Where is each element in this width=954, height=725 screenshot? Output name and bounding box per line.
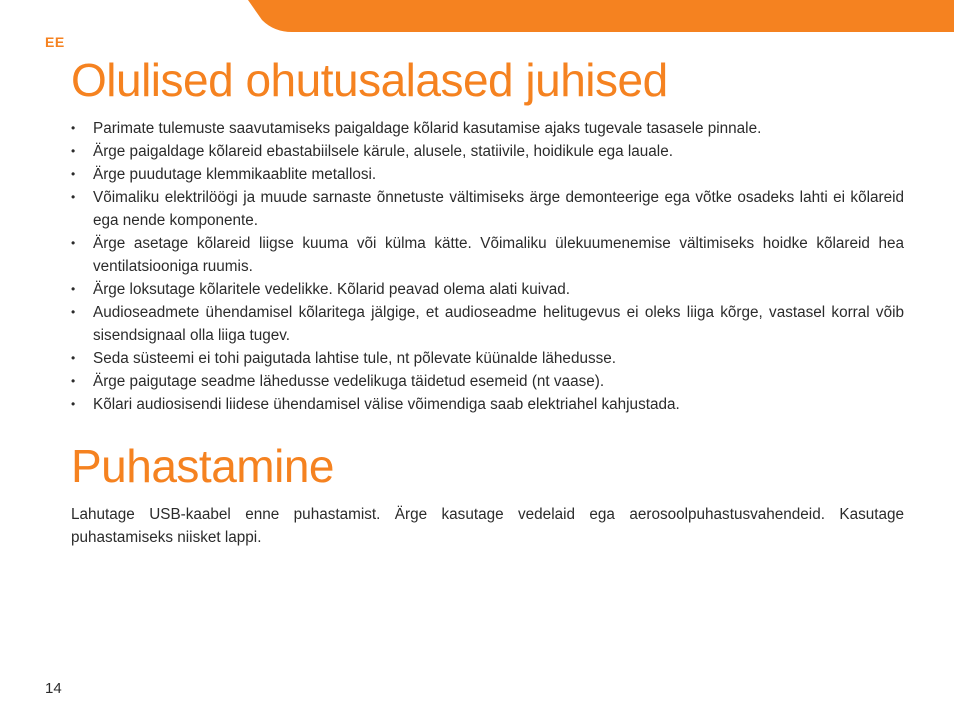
safety-instructions-title: Olulised ohutusalased juhised	[71, 54, 668, 106]
bullet-icon: •	[71, 167, 76, 181]
list-item-text: Audioseadmete ühendamisel kõlaritega jälgige, et audioseadme helitugevus ei oleks liiga kõrge, vastasel korral võib sisendsignaal olla liiga tugev.	[93, 304, 904, 344]
list-item	[71, 186, 904, 232]
list-item	[71, 140, 904, 163]
list-item-text: Ärge paigutage seadme lähedusse vedelikuga täidetud esemeid (nt vaase).	[93, 373, 605, 390]
list-item-text: Ärge paigaldage kõlareid ebastabiilsele kärule, alusele, statiivile, hoidikule ega lauale.	[93, 143, 673, 160]
list-item-text: Võimaliku elektrilöögi ja muude sarnaste õnnetuste vältimiseks ärge demonteerige ega võtke osadeks lahti ei kõlareid ega nende komponente.	[93, 189, 904, 229]
bullet-icon: •	[71, 397, 76, 411]
language-code: EE	[45, 34, 65, 50]
list-item-text: Ärge puudutage klemmikaablite metallosi.	[93, 166, 377, 183]
cleaning-paragraph: Lahutage USB-kaabel enne puhastamist. Ärge kasutage vedelaid ega aerosoolpuhastusvahendeid. Kasutage puhastamiseks niisket lappi.	[71, 506, 904, 546]
bullet-icon: •	[71, 305, 76, 319]
list-item-text: Ärge asetage kõlareid liigse kuuma või külma kätte. Võimaliku ülekuumenemise vältimiseks hoidke kõlareid hea ventilatsiooniga ruumis.	[93, 235, 904, 275]
list-item	[71, 301, 904, 347]
bullet-icon: •	[71, 236, 76, 250]
bullet-icon: •	[71, 190, 76, 204]
cleaning-title: Puhastamine	[71, 440, 334, 492]
list-item	[71, 393, 904, 416]
list-item	[71, 232, 904, 278]
bullet-icon: •	[71, 282, 76, 296]
list-item	[71, 347, 904, 370]
list-item-text: Seda süsteemi ei tohi paigutada lahtise tule, nt põlevate küünalde lähedusse.	[93, 350, 617, 367]
list-item	[71, 163, 904, 186]
orange-tab-shape	[248, 0, 954, 32]
safety-instructions-list	[71, 117, 904, 416]
list-item	[71, 117, 904, 140]
list-item	[71, 370, 904, 393]
bullet-icon: •	[71, 121, 76, 135]
bullet-icon: •	[71, 374, 76, 388]
header-accent-band	[0, 0, 954, 34]
list-item-text: Parimate tulemuste saavutamiseks paigaldage kõlarid kasutamise ajaks tugevale tasasele pinnale.	[93, 120, 762, 137]
bullet-icon: •	[71, 144, 76, 158]
page-number: 14	[45, 680, 62, 697]
bullet-icon: •	[71, 351, 76, 365]
list-item	[71, 278, 904, 301]
list-item-text: Kõlari audiosisendi liidese ühendamisel välise võimendiga saab elektriahel kahjustada.	[93, 396, 680, 413]
list-item-text: Ärge loksutage kõlaritele vedelikke. Kõlarid peavad olema alati kuivad.	[93, 281, 571, 298]
